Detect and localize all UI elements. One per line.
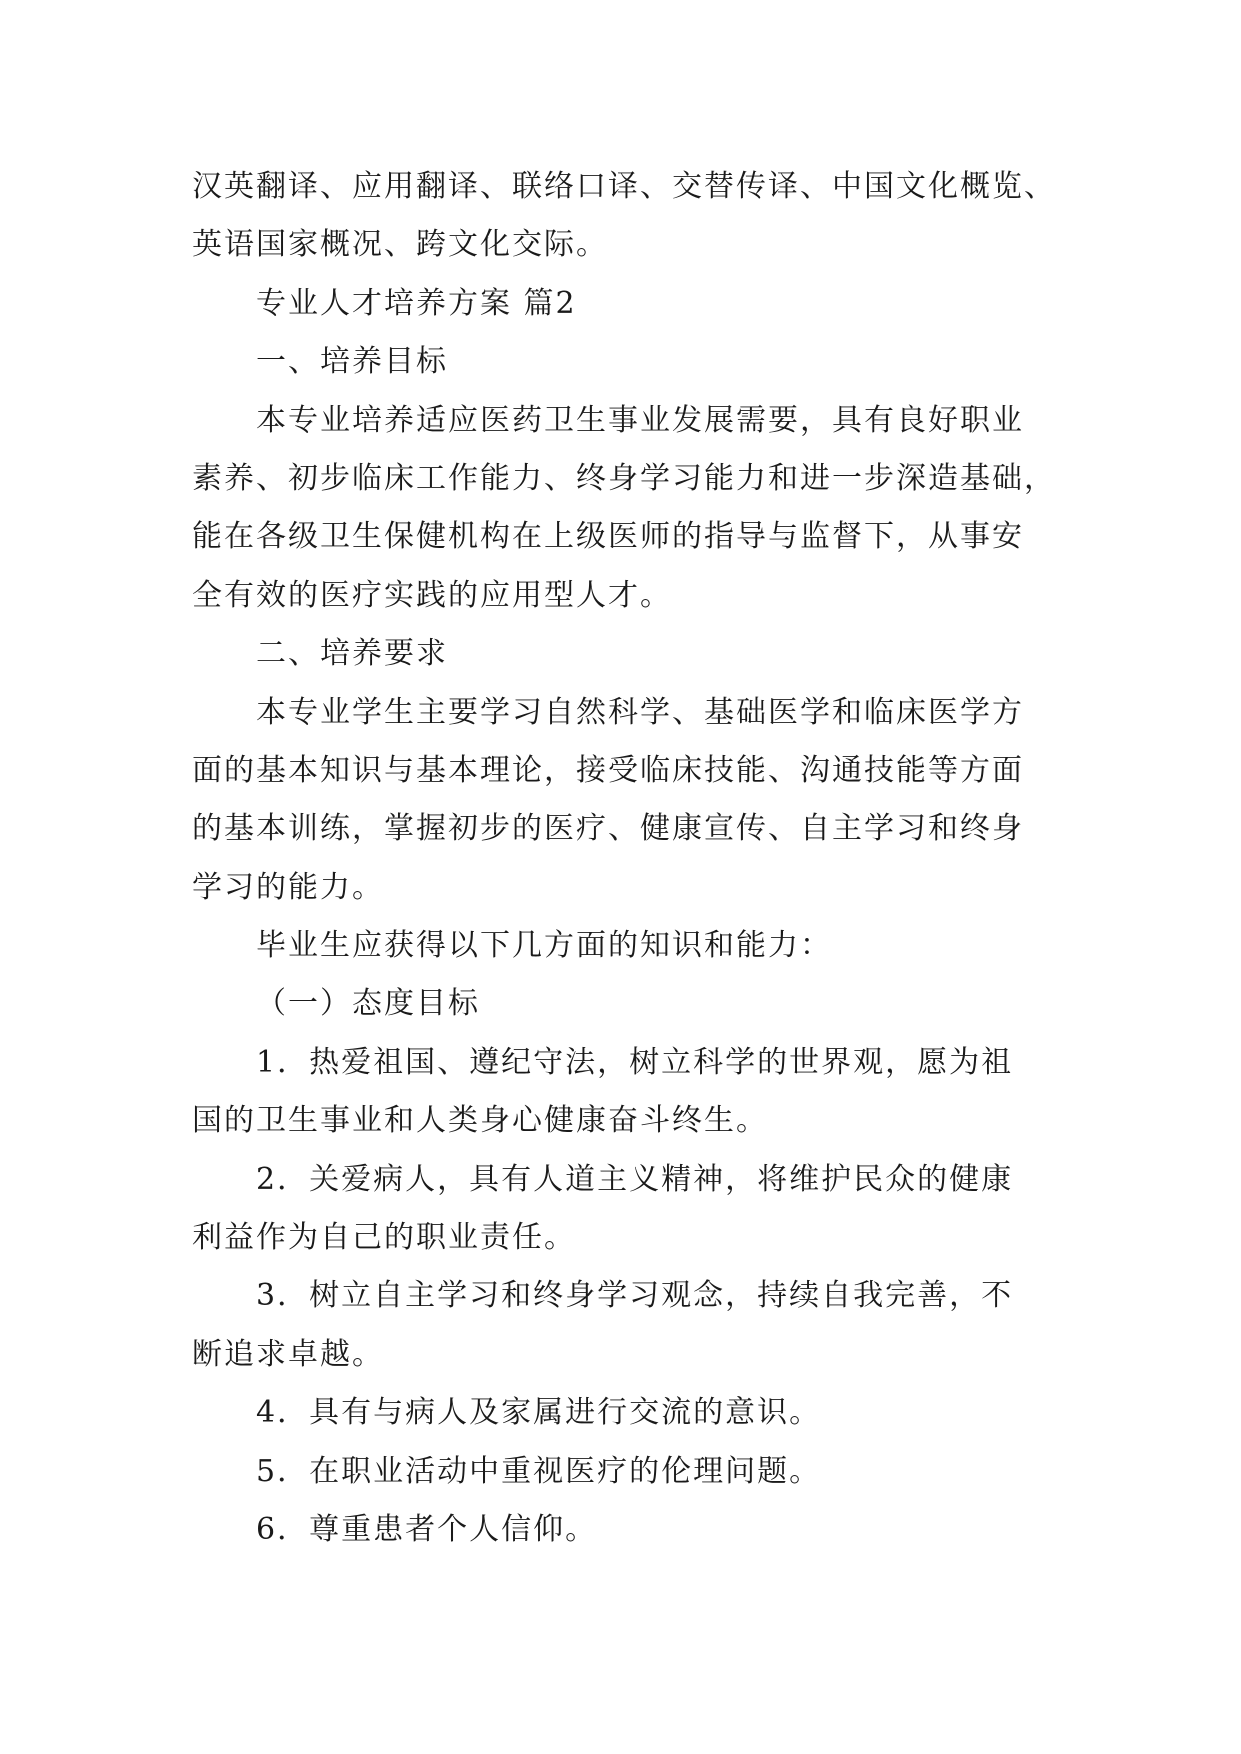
list-item: 4．具有与病人及家属进行交流的意识。: [256, 1395, 822, 1431]
text-line: 利益作为自己的职业责任。: [192, 1220, 576, 1256]
text-line: 能在各级卫生保健机构在上级医师的指导与监督下，从事安: [192, 519, 1024, 555]
text-line: 英语国家概况、跨文化交际。: [192, 227, 608, 263]
list-item: 2．关爱病人，具有人道主义精神，将维护民众的健康: [256, 1161, 1014, 1197]
heading-training-goal: 一、培养目标: [256, 344, 448, 380]
text-line: 毕业生应获得以下几方面的知识和能力：: [256, 928, 832, 964]
section-title: 专业人才培养方案 篇2: [256, 285, 577, 321]
text-line: 汉英翻译、应用翻译、联络口译、交替传译、中国文化概览、: [192, 169, 1056, 204]
text-line: 面的基本知识与基本理论，接受临床技能、沟通技能等方面: [192, 752, 1024, 788]
list-item: 6．尊重患者个人信仰。: [256, 1511, 598, 1547]
text-line: 国的卫生事业和人类身心健康奋斗终生。: [192, 1103, 768, 1139]
list-item: 1．热爱祖国、遵纪守法，树立科学的世界观，愿为祖: [256, 1044, 1014, 1080]
list-item: 3．树立自主学习和终身学习观念，持续自我完善，不: [256, 1278, 1014, 1314]
text-line: 断追求卓越。: [192, 1336, 384, 1372]
heading-training-requirements: 二、培养要求: [256, 636, 448, 672]
heading-attitude-goal: （一）态度目标: [256, 986, 480, 1022]
text-line: 全有效的医疗实践的应用型人才。: [192, 577, 672, 613]
text-line: 学习的能力。: [192, 869, 384, 905]
text-line: 素养、初步临床工作能力、终身学习能力和进一步深造基础，: [192, 460, 1056, 496]
text-line: 本专业培养适应医药卫生事业发展需要，具有良好职业: [256, 402, 1024, 438]
text-line: 的基本训练，掌握初步的医疗、健康宣传、自主学习和终身: [192, 811, 1024, 847]
list-item: 5．在职业活动中重视医疗的伦理问题。: [256, 1453, 822, 1489]
text-line: 本专业学生主要学习自然科学、基础医学和临床医学方: [256, 694, 1024, 730]
document-body: [192, 158, 1056, 1559]
